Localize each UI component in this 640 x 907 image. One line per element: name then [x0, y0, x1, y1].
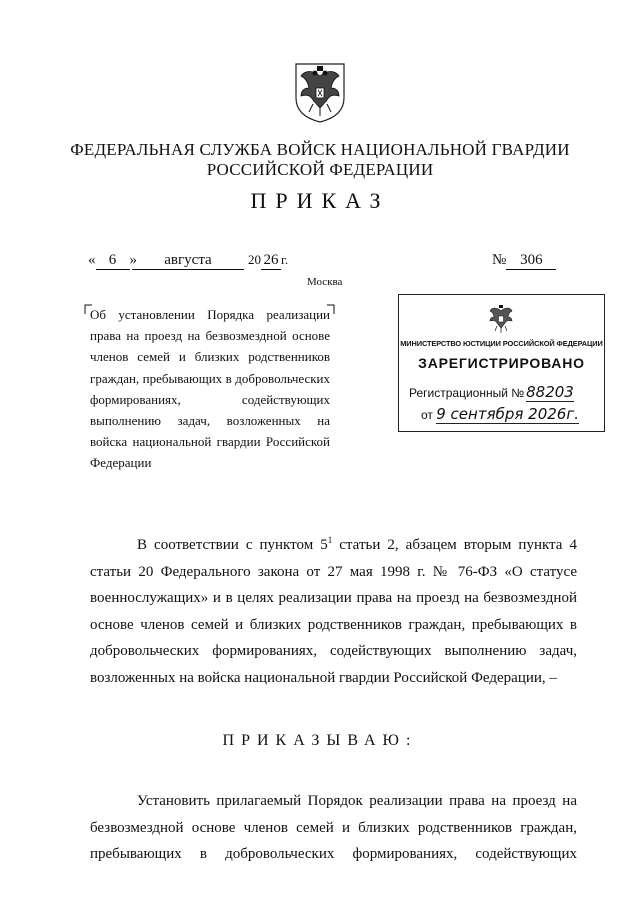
- preamble-text-rest: статьи 2, абзацем вторым пункта 4 статьи 20 Федерального закона от 27 мая 1998 г. № 76-ФЗ «О статусе военнослужащих» и в целях реализации права на проезд на безвозмездной основе членов семей и близких родственников граждан, пребывающих в добровольческих формированиях, содействующих выполнению задач, возложенных на войска национальной гвардии Российской Федерации, –: [90, 537, 577, 686]
- registration-stamp: [398, 294, 605, 432]
- date-year-prefix: 20: [248, 252, 261, 267]
- order-number-block: [492, 252, 556, 270]
- order-heading: ПРИКАЗЫВАЮ:: [222, 732, 418, 749]
- date-day: 6: [96, 252, 130, 270]
- date-day-block: [88, 252, 137, 270]
- date-year-block: [248, 252, 288, 270]
- date-year-suffix: 26: [261, 252, 281, 270]
- stamp-status: ЗАРЕГИСТРИРОВАНО: [418, 355, 585, 371]
- preamble-superscript: 1: [327, 535, 333, 545]
- order-paragraph: [90, 788, 577, 868]
- date-open-quote: «: [88, 252, 96, 268]
- city-name: Москва: [307, 276, 343, 288]
- stamp-registration-line: [409, 383, 574, 401]
- stamp-organization: МИНИСТЕРСТВО ЮСТИЦИИ РОССИЙСКОЙ ФЕДЕРАЦИИ: [400, 339, 603, 348]
- order-number: 306: [506, 252, 556, 270]
- stamp-date-line: [421, 405, 579, 423]
- order-subject: [90, 304, 330, 474]
- preamble-text-start: В соответствии с пунктом 5: [137, 537, 328, 553]
- date-close-quote: »: [129, 252, 137, 268]
- coat-of-arms-emblem: [293, 60, 347, 124]
- stamp-date-label: от: [421, 408, 433, 422]
- order-number-label: №: [492, 252, 507, 268]
- agency-name-line1: ФЕДЕРАЛЬНАЯ СЛУЖБА ВОЙСК НАЦИОНАЛЬНОЙ ГВАРДИИ: [70, 140, 570, 159]
- preamble-paragraph: [90, 532, 577, 692]
- document-type-title: ПРИКАЗ: [250, 188, 390, 213]
- date-year-abbr: г.: [281, 252, 289, 267]
- date-month: августа: [132, 252, 244, 270]
- agency-name-line2: РОССИЙСКОЙ ФЕДЕРАЦИИ: [206, 160, 434, 179]
- order-subject-text: Об установлении Порядка реализации права на проезд на безвозмездной основе членов семей и близких родственников граждан, пребывающих в добровольческих формированиях, содействующих выполнению задач, возложенных на войска национальной гвардии Российской Федерации: [90, 307, 330, 471]
- order-paragraph-text: Установить прилагаемый Порядок реализации права на проезд на безвозмездной основе членов семей и близких родственников граждан, пребывающих в добровольческих формированиях, содействующих: [90, 793, 577, 863]
- stamp-registration-number: 88203: [526, 383, 574, 401]
- date-month-block: [129, 252, 244, 270]
- stamp-registration-label: Регистрационный №: [409, 386, 525, 400]
- stamp-emblem-icon: [487, 303, 515, 335]
- stamp-date-value: 9 сентября 2026г.: [436, 405, 579, 423]
